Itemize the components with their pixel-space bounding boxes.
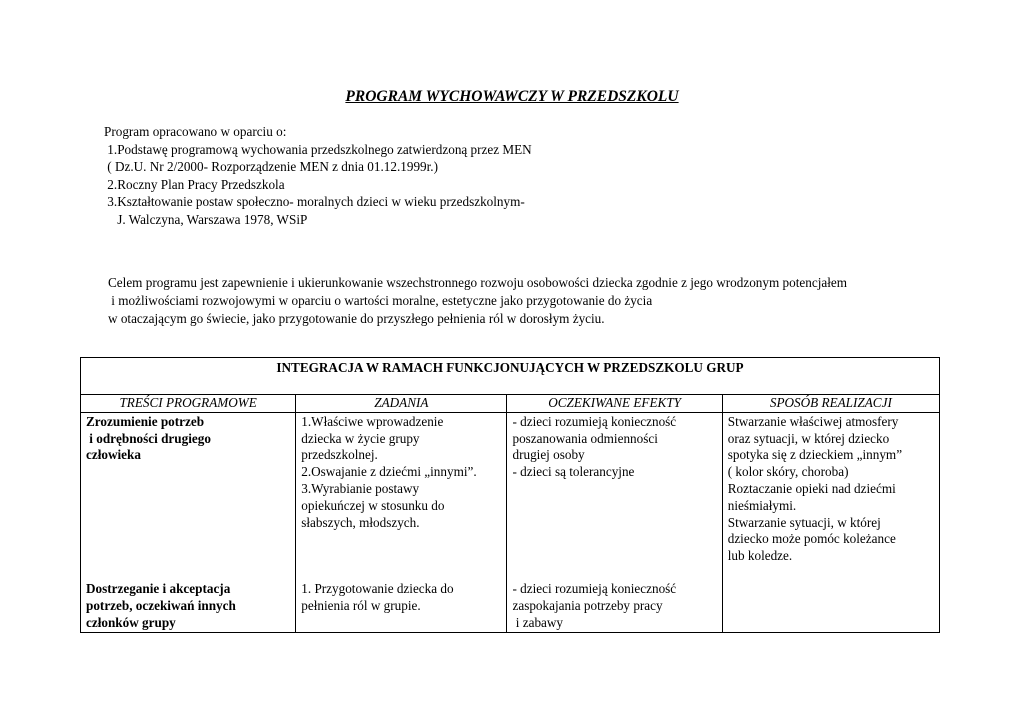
task-line: dziecka w życie grupy — [301, 430, 420, 446]
method-line: lub koledze. — [727, 548, 793, 564]
task-line: 3.Wyrabianie postawy — [301, 480, 420, 496]
program-goal-paragraph — [108, 274, 847, 328]
task-line: przedszkolnej. — [301, 447, 378, 463]
effect-line: - dzieci rozumieją konieczność — [512, 413, 677, 429]
column-header-tasks: ZADANIA — [296, 395, 507, 413]
effect-line: poszanowania odmienności — [512, 430, 658, 446]
sources-list — [104, 123, 532, 229]
table-row — [81, 412, 940, 632]
sources-line: 2.Roczny Plan Pracy Przedszkola — [104, 176, 285, 192]
method-line: Roztaczanie opieki nad dziećmi — [727, 480, 896, 496]
effects-cell — [507, 412, 722, 632]
goal-line: i możliwościami rozwojowymi w oparciu o wartości moralne, estetyczne jako przygotowanie do życia — [108, 293, 653, 308]
topic-line: Dostrzeganie i akceptacja — [86, 581, 231, 597]
sources-line: J. Walczyna, Warszawa 1978, WSiP — [104, 211, 308, 227]
task-line: słabszych, młodszych. — [301, 514, 420, 530]
method-line: ( kolor skóry, choroba) — [727, 464, 849, 480]
method-line: nieśmiałymi. — [727, 497, 797, 513]
column-header-methods: SPOSÓB REALIZACJI — [722, 395, 939, 413]
task-line: opiekuńczej w stosunku do — [301, 497, 445, 513]
task-line: 1. Przygotowanie dziecka do — [301, 581, 454, 597]
topic-line: Zrozumienie potrzeb — [86, 413, 205, 429]
methods-cell — [722, 412, 939, 632]
method-line: spotyka się z dzieckiem „innym” — [727, 447, 903, 463]
content-cell — [81, 412, 296, 632]
method-line: dziecko może pomóc koleżance — [727, 531, 896, 547]
effect-line: - dzieci rozumieją konieczność — [512, 580, 677, 596]
effect-line: drugiej osoby — [512, 447, 585, 463]
task-line: 1.Właściwe wprowadzenie — [301, 413, 444, 429]
method-line: Stwarzanie właściwej atmosfery — [727, 413, 899, 429]
goal-line: Celem programu jest zapewnienie i ukierunkowanie wszechstronnego rozwoju osobowości dziecka zgodnie z jego wrodzonym potencjałem — [108, 275, 847, 290]
table-banner: INTEGRACJA W RAMACH FUNKCJONUJĄCYCH W PRZEDSZKOLU GRUP — [81, 358, 940, 395]
sources-line: ( Dz.U. Nr 2/2000- Rozporządzenie MEN z dnia 01.12.1999r.) — [104, 159, 438, 175]
task-line: pełnienia ról w grupie. — [301, 598, 421, 614]
document-title: PROGRAM WYCHOWAWCZY W PRZEDSZKOLU — [345, 88, 679, 105]
column-header-effects: OCZEKIWANE EFEKTY — [507, 395, 722, 413]
effect-line: i zabawy — [512, 614, 564, 630]
program-table — [80, 357, 940, 633]
tasks-cell — [296, 412, 507, 632]
topic-line: potrzeb, oczekiwań innych — [86, 597, 236, 613]
sources-line: 3.Kształtowanie postaw społeczno- moralnych dzieci w wieku przedszkolnym- — [104, 194, 525, 210]
method-line: Stwarzanie sytuacji, w której — [727, 514, 881, 530]
goal-line: w otaczającym go świecie, jako przygotowanie do przyszłego pełnienia ról w dorosłym życiu. — [108, 311, 605, 326]
effect-line: zaspokajania potrzeby pracy — [512, 597, 663, 613]
topic-line: i odrębności drugiego — [86, 430, 211, 446]
topic-line: człowieka — [86, 447, 141, 463]
effect-line: - dzieci są tolerancyjne — [512, 464, 635, 480]
column-header-content: TREŚCI PROGRAMOWE — [81, 395, 296, 413]
method-line: oraz sytuacji, w której dziecko — [727, 430, 890, 446]
topic-line: członków grupy — [86, 614, 176, 630]
task-line: 2.Oswajanie z dziećmi „innymi”. — [301, 464, 477, 480]
sources-line: Program opracowano w oparciu o: — [104, 124, 287, 139]
sources-line: 1.Podstawę programową wychowania przedszkolnego zatwierdzoną przez MEN — [104, 141, 532, 157]
